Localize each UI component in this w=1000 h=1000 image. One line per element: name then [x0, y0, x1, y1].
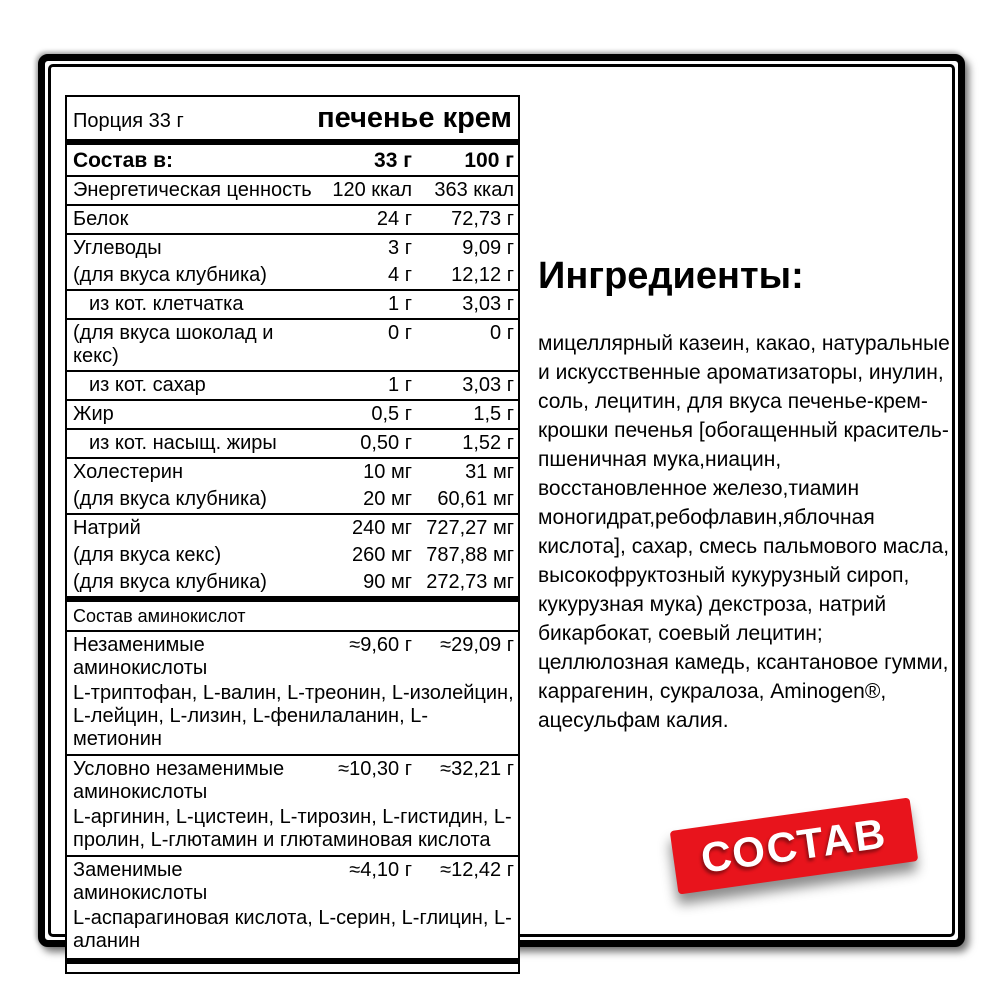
column-header-label: Состав в:	[73, 149, 174, 172]
row-value-100g: 272,73 мг	[426, 571, 514, 593]
row-value-33g: 1 г	[388, 293, 412, 315]
amino-acids-list: L-аспарагиновая кислота, L-серин, L-глицин, L-аланин	[73, 907, 512, 952]
ingredients-title: Ингредиенты:	[538, 255, 804, 297]
table-row-energy	[67, 177, 518, 206]
label-content	[51, 67, 952, 952]
row-value-33g: ≈4,10 г	[349, 859, 412, 881]
table-row-saturated-fat	[67, 430, 518, 459]
row-label: (для вкуса клубника)	[73, 571, 267, 593]
label-inner-frame	[48, 64, 955, 952]
table-row-sodium-strawberry	[67, 569, 518, 596]
amino-acids-list: L-триптофан, L-валин, L-треонин, L-изолейцин, L-лейцин, L-лизин, L-фенилаланин, L-метионин	[73, 682, 514, 750]
table-row-sugar	[67, 372, 518, 401]
row-label: Энергетическая ценность	[73, 179, 312, 201]
row-value-100g: 72,73 г	[451, 208, 514, 230]
column-header-row	[67, 145, 518, 177]
ingredients-text: мицеллярный казеин, какао, натуральные и искусственные ароматизаторы, инулин, соль, лецитин, для вкуса печенье-крем-крошки печенья [обогащенный краситель-пшеничная мука,ниацин, восстановленное железо,тиамин моногидрат,ребофлавин,яблочная кислота], сахар, смесь пальмового масла, высокофруктозный кукурузный сироп, кукурузная мука) декстроза, натрий бикарбокат, соевый лецитин; целлюлозная камедь, ксантановое гумми, каррагенин, сукралоза, Aminogen®, ацесульфам калия.	[538, 332, 950, 732]
amino-acids-list: L-аргинин, L-цистеин, L-тирозин, L-гистидин, L-пролин, L-глютамин и глютаминовая кислота	[73, 806, 512, 851]
sostav-stamp-label: СОСТАВ	[698, 809, 890, 882]
row-value-33g: 24 г	[376, 208, 412, 230]
column-header-100g: 100 г	[464, 149, 514, 172]
row-label: из кот. сахар	[89, 374, 206, 396]
amino-group-header	[67, 857, 518, 907]
row-label: (для вкуса клубника)	[73, 488, 267, 510]
thick-divider	[67, 958, 518, 964]
amino-group-header	[67, 756, 518, 806]
row-value-33g: 90 мг	[363, 571, 412, 593]
row-value-33g: ≈9,60 г	[349, 634, 412, 656]
row-label: Условно незаменимые аминокислоты	[73, 758, 285, 803]
row-value-33g: 0,50 г	[360, 432, 412, 454]
product-name: печенье крем	[317, 102, 512, 134]
row-label: (для вкуса кекс)	[73, 544, 222, 566]
row-value-33g: 0,5 г	[371, 403, 412, 425]
row-value-100g: 727,27 мг	[426, 517, 514, 539]
sostav-stamp	[670, 797, 919, 894]
row-value-100g: ≈32,21 г	[440, 758, 514, 780]
table-row-fat	[67, 401, 518, 430]
table-row-fiber	[67, 291, 518, 320]
row-value-100g: ≈12,42 г	[440, 859, 514, 881]
row-label: из кот. клетчатка	[89, 293, 244, 315]
row-value-100g: 3,03 г	[462, 293, 514, 315]
row-value-100g: 787,88 мг	[426, 544, 514, 566]
row-value-100g: 363 ккал	[434, 179, 514, 201]
amino-group-header	[67, 632, 518, 682]
row-label: Углеводы	[73, 237, 162, 259]
row-value-100g: 9,09 г	[462, 237, 514, 259]
row-label: Натрий	[73, 517, 141, 539]
row-value-100g: 12,12 г	[451, 264, 514, 286]
row-label: Холестерин	[73, 461, 183, 483]
column-header-33g: 33 г	[374, 149, 412, 172]
table-row-sodium	[67, 515, 518, 542]
row-label: (для вкуса клубника)	[73, 264, 267, 286]
row-label: Заменимые аминокислоты	[73, 859, 208, 904]
amino-group-essential	[67, 632, 518, 756]
row-value-33g: 260 мг	[352, 544, 412, 566]
serving-size: Порция 33 г	[73, 110, 184, 132]
row-label: Белок	[73, 208, 129, 230]
row-value-100g: 1,52 г	[462, 432, 514, 454]
table-row-choc-cake-flavor	[67, 320, 518, 372]
row-value-33g: 120 ккал	[332, 179, 412, 201]
row-label: (для вкуса шоколад и кекс)	[73, 322, 274, 367]
row-value-33g: 10 мг	[363, 461, 412, 483]
row-value-100g: 3,03 г	[462, 374, 514, 396]
row-value-100g: 1,5 г	[473, 403, 514, 425]
row-value-33g: 20 мг	[363, 488, 412, 510]
table-header-row	[67, 97, 518, 139]
amino-section-title: Состав аминокислот	[67, 602, 518, 632]
row-label: Жир	[73, 403, 114, 425]
table-row-cholesterol-strawberry	[67, 486, 518, 515]
row-value-33g: 0 г	[388, 322, 412, 344]
row-value-33g: 4 г	[388, 264, 412, 286]
row-value-33g: ≈10,30 г	[338, 758, 412, 780]
table-row-carbs-strawberry	[67, 262, 518, 291]
label-outer-frame	[38, 54, 965, 952]
nutrition-table	[65, 95, 520, 974]
row-value-33g: 1 г	[388, 374, 412, 396]
row-value-33g: 240 мг	[352, 517, 412, 539]
table-row-protein	[67, 206, 518, 235]
row-value-100g: 60,61 мг	[437, 488, 514, 510]
row-value-100g: 0 г	[490, 322, 514, 344]
table-row-sodium-cake	[67, 542, 518, 569]
amino-group-nonessential	[67, 857, 518, 956]
row-label: из кот. насыщ. жиры	[89, 432, 277, 454]
row-value-100g: 31 мг	[465, 461, 514, 483]
table-row-carbs	[67, 235, 518, 262]
row-value-100g: ≈29,09 г	[440, 634, 514, 656]
row-value-33g: 3 г	[388, 237, 412, 259]
row-label: Незаменимые аминокислоты	[73, 634, 208, 679]
table-row-cholesterol	[67, 459, 518, 486]
amino-group-conditional	[67, 756, 518, 857]
